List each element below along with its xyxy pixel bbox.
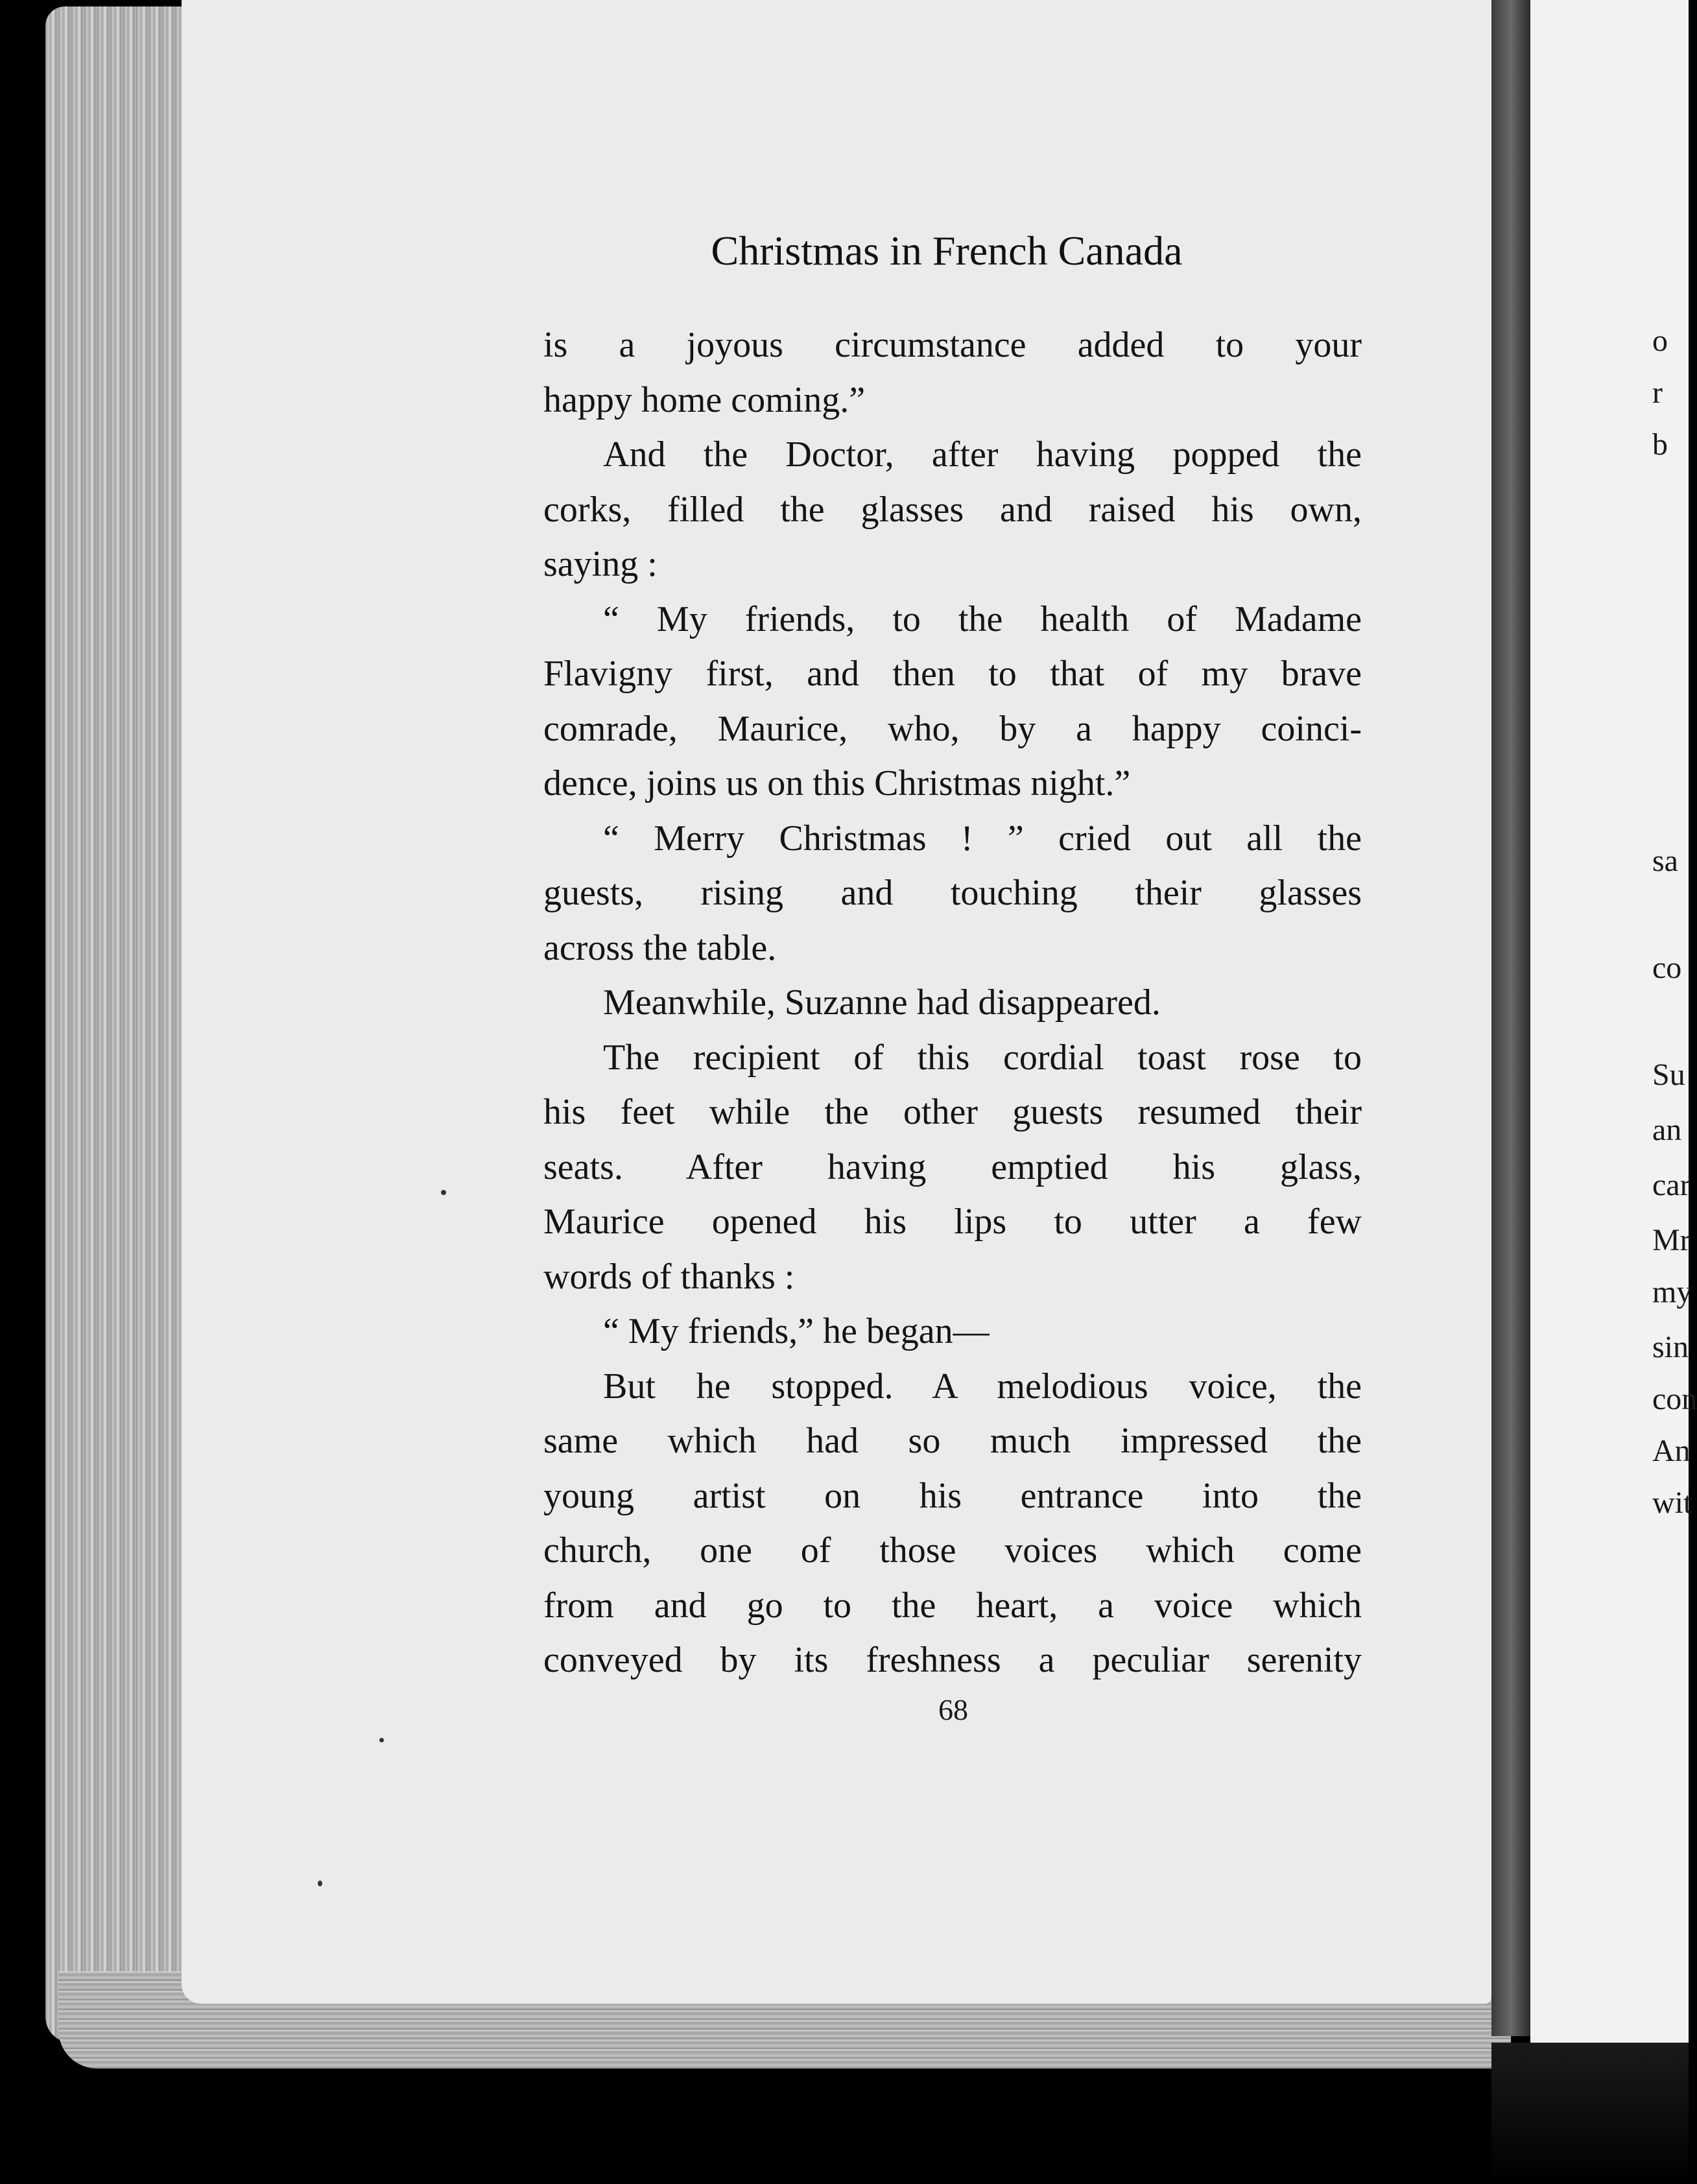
facing-page-fragment: sa <box>1652 844 1678 878</box>
facing-page-fragment: wit <box>1652 1486 1692 1520</box>
facing-page-fragment: Su <box>1652 1058 1685 1092</box>
text-line: dence, joins us on this Christmas night.” <box>543 763 1131 803</box>
text-line: his feet while the other guests resumed their <box>543 1092 1362 1132</box>
text-line: guests, rising and touching their glasses <box>543 873 1362 913</box>
text-line: But he stopped. A melodious voice, the <box>603 1366 1362 1407</box>
scan-speck <box>379 1738 384 1742</box>
facing-page-fragment: Mr <box>1652 1223 1691 1257</box>
body-text <box>543 318 1362 1688</box>
facing-page-fragment: co <box>1652 951 1682 985</box>
text-line: conveyed by its freshness a peculiar serenity <box>543 1640 1362 1680</box>
text-line: happy home coming.” <box>543 379 866 420</box>
page-number: 68 <box>938 1693 968 1726</box>
running-head: Christmas in French Canada <box>711 228 1183 274</box>
text-line: Flavigny first, and then to that of my brave <box>543 654 1362 694</box>
facing-page-fragment: my <box>1652 1275 1692 1309</box>
facing-page-fragment: con <box>1652 1382 1697 1416</box>
scan-speck <box>441 1190 446 1195</box>
text-line: saying : <box>543 544 658 584</box>
text-line: same which had so much impressed the <box>543 1421 1362 1461</box>
text-line: words of thanks : <box>543 1256 795 1297</box>
facing-page-fragment: car <box>1652 1168 1691 1202</box>
facing-page-fragment: r <box>1652 375 1663 410</box>
facing-page-fragment: b <box>1652 427 1668 462</box>
text-line: church, one of those voices which come <box>543 1530 1362 1571</box>
text-line: young artist on his entrance into the <box>543 1475 1362 1516</box>
text-line: “ Merry Christmas ! ” cried out all the <box>603 818 1362 859</box>
book-gutter <box>1491 0 1530 2036</box>
text-line: Meanwhile, Suzanne had disappeared. <box>603 982 1161 1023</box>
text-line: seats. After having emptied his glass, <box>543 1146 1362 1187</box>
text-line: “ My friends,” he began— <box>603 1311 990 1351</box>
text-line: is a joyous circumstance added to your <box>543 325 1362 365</box>
text-line: comrade, Maurice, who, by a happy coinci- <box>543 708 1362 749</box>
facing-page-fragment: An <box>1652 1434 1691 1468</box>
text-line: And the Doctor, after having popped the <box>603 434 1362 475</box>
text-line: Maurice opened his lips to utter a few <box>543 1202 1362 1242</box>
text-line: “ My friends, to the health of Madame <box>603 599 1362 639</box>
text-line: from and go to the heart, a voice which <box>543 1585 1362 1626</box>
scan-speck <box>318 1881 322 1886</box>
facing-page-fragment: an <box>1652 1113 1682 1147</box>
text-line: across the table. <box>543 927 777 968</box>
facing-page-fragment: o <box>1652 324 1668 358</box>
text-line: corks, filled the glasses and raised his own, <box>543 489 1362 530</box>
facing-page-shadow <box>1491 2043 1689 2184</box>
text-line: The recipient of this cordial toast rose to <box>603 1037 1362 1078</box>
facing-page-fragment: sin <box>1652 1330 1689 1364</box>
